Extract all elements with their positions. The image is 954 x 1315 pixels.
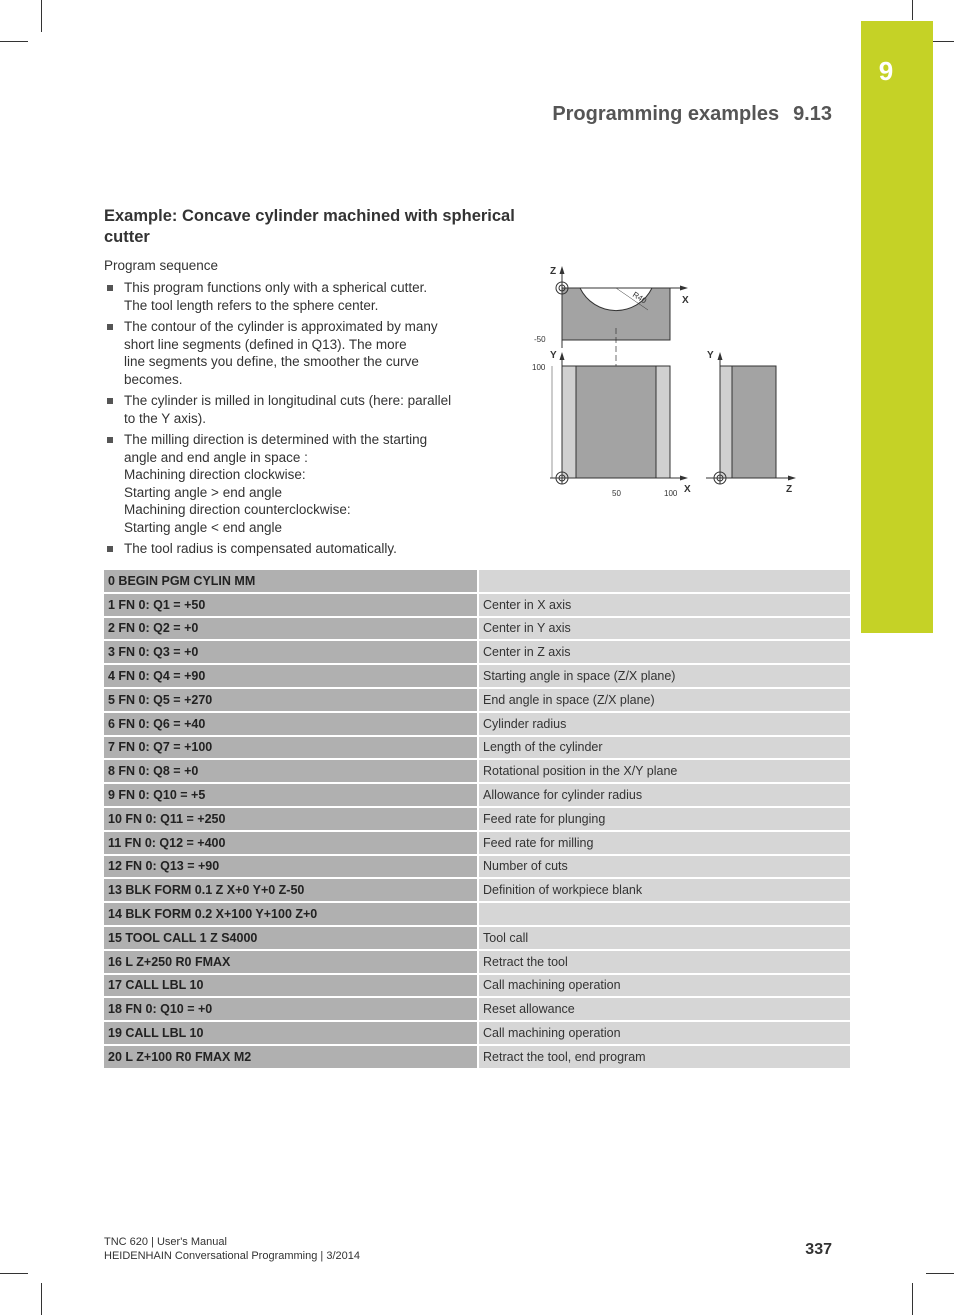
program-description-cell: Feed rate for plunging bbox=[477, 808, 850, 832]
table-row bbox=[104, 689, 850, 713]
bullet-line: Starting angle > end angle bbox=[124, 484, 282, 500]
bullet-line: The tool length refers to the sphere center. bbox=[124, 297, 379, 313]
program-code-cell: 11 FN 0: Q12 = +400 bbox=[104, 832, 477, 856]
program-code-cell: 14 BLK FORM 0.2 X+100 Y+100 Z+0 bbox=[104, 903, 477, 927]
program-description-cell: Number of cuts bbox=[477, 856, 850, 880]
side-view-strip bbox=[720, 366, 732, 478]
crop-mark bbox=[912, 1283, 913, 1315]
intro-text: Program sequence bbox=[104, 258, 219, 273]
program-code-cell: 3 FN 0: Q3 = +0 bbox=[104, 641, 477, 665]
program-code-cell: 13 BLK FORM 0.1 Z X+0 Y+0 Z-50 bbox=[104, 879, 477, 903]
program-code-cell: 4 FN 0: Q4 = +90 bbox=[104, 665, 477, 689]
program-code-cell: 19 CALL LBL 10 bbox=[104, 1022, 477, 1046]
depth-label: -50 bbox=[534, 335, 546, 344]
bullet-line: Machining direction clockwise: bbox=[124, 467, 306, 482]
program-code-cell: 15 TOOL CALL 1 Z S4000 bbox=[104, 927, 477, 951]
program-description-cell: Starting angle in space (Z/X plane) bbox=[477, 665, 850, 689]
program-description-cell: Retract the tool bbox=[477, 951, 850, 975]
footer bbox=[104, 1235, 360, 1263]
bullet-line: to the Y axis). bbox=[124, 410, 207, 426]
chapter-tab bbox=[861, 21, 933, 633]
running-header bbox=[552, 103, 832, 126]
bullet-item bbox=[104, 318, 484, 388]
table-row bbox=[104, 808, 850, 832]
bullet-line: Starting angle < end angle bbox=[124, 519, 282, 535]
program-code-cell: 6 FN 0: Q6 = +40 bbox=[104, 713, 477, 737]
x-axis-arrow-front bbox=[680, 476, 688, 481]
y-tick-100: 100 bbox=[532, 363, 546, 372]
program-description-cell: Call machining operation bbox=[477, 975, 850, 999]
program-description-cell: Cylinder radius bbox=[477, 713, 850, 737]
front-view-strip-left bbox=[562, 366, 576, 478]
bullet-line: The tool radius is compensated automatically. bbox=[124, 541, 397, 556]
crop-mark bbox=[41, 0, 42, 32]
program-description-cell bbox=[477, 570, 850, 594]
table-row bbox=[104, 737, 850, 761]
footer-line-2: HEIDENHAIN Conversational Programming | 3/2014 bbox=[104, 1250, 360, 1262]
bullet-line: This program functions only with a spherical cutter. bbox=[124, 280, 428, 295]
program-description-cell: Length of the cylinder bbox=[477, 737, 850, 761]
program-description-cell: Reset allowance bbox=[477, 998, 850, 1022]
program-code-cell: 9 FN 0: Q10 = +5 bbox=[104, 784, 477, 808]
table-row bbox=[104, 856, 850, 880]
x-tick-50: 50 bbox=[612, 489, 621, 498]
program-description-cell: Retract the tool, end program bbox=[477, 1046, 850, 1070]
side-z-label: Z bbox=[786, 484, 793, 495]
header-title: Programming examples bbox=[552, 103, 780, 125]
header-section: 9.13 bbox=[793, 103, 832, 125]
y-axis-arrow-front bbox=[560, 352, 565, 360]
program-code-cell: 17 CALL LBL 10 bbox=[104, 975, 477, 999]
bullet-item bbox=[104, 279, 484, 314]
table-row bbox=[104, 760, 850, 784]
table-row bbox=[104, 1046, 850, 1070]
bullet-line: The milling direction is determined with the starting bbox=[124, 432, 428, 447]
front-y-label: Y bbox=[550, 350, 557, 361]
program-table bbox=[104, 570, 850, 1070]
program-description-cell bbox=[477, 903, 850, 927]
bullet-line: line segments you define, the smoother the curve bbox=[124, 354, 419, 369]
bullet-line: Machining direction counterclockwise: bbox=[124, 502, 351, 517]
program-code-cell: 7 FN 0: Q7 = +100 bbox=[104, 737, 477, 761]
bullet-item bbox=[104, 431, 484, 536]
table-row bbox=[104, 618, 850, 642]
program-description-cell: Call machining operation bbox=[477, 1022, 850, 1046]
x-tick-100: 100 bbox=[664, 489, 678, 498]
program-description-cell: Feed rate for milling bbox=[477, 832, 850, 856]
table-row bbox=[104, 998, 850, 1022]
program-code-cell: 12 FN 0: Q13 = +90 bbox=[104, 856, 477, 880]
table-row bbox=[104, 594, 850, 618]
crop-mark bbox=[0, 41, 28, 42]
program-code-cell: 16 L Z+250 R0 FMAX bbox=[104, 951, 477, 975]
z-axis-arrow-side bbox=[788, 476, 796, 481]
page-number: 337 bbox=[805, 1241, 832, 1258]
program-description-cell: Center in Y axis bbox=[477, 618, 850, 642]
crop-mark bbox=[912, 0, 913, 20]
program-description-cell: End angle in space (Z/X plane) bbox=[477, 689, 850, 713]
table-row bbox=[104, 784, 850, 808]
program-code-cell: 2 FN 0: Q2 = +0 bbox=[104, 618, 477, 642]
table-row bbox=[104, 665, 850, 689]
y-axis-arrow-side bbox=[718, 352, 723, 360]
footer-line-1: TNC 620 | User's Manual bbox=[104, 1236, 227, 1248]
cylinder-diagram bbox=[530, 258, 820, 508]
chapter-number: 9 bbox=[878, 56, 894, 86]
program-code-cell: 0 BEGIN PGM CYLIN MM bbox=[104, 570, 477, 594]
table-row bbox=[104, 975, 850, 999]
radius-label: R40 bbox=[630, 290, 649, 306]
table-row bbox=[104, 570, 850, 594]
front-x-label: X bbox=[684, 484, 691, 495]
program-code-cell: 1 FN 0: Q1 = +50 bbox=[104, 594, 477, 618]
bullet-line: The contour of the cylinder is approximated by many bbox=[124, 319, 438, 334]
crop-mark bbox=[41, 1283, 42, 1315]
bullet-item bbox=[104, 540, 484, 558]
top-x-label: X bbox=[682, 295, 689, 306]
bullet-line: angle and end angle in space : bbox=[124, 449, 308, 465]
x-axis-arrow-top bbox=[680, 286, 688, 291]
program-description-cell: Center in Z axis bbox=[477, 641, 850, 665]
top-z-label: Z bbox=[550, 266, 557, 277]
program-description-cell: Center in X axis bbox=[477, 594, 850, 618]
table-row bbox=[104, 832, 850, 856]
bullet-line: The cylinder is milled in longitudinal cuts (here: parallel bbox=[124, 393, 452, 408]
bullet-list bbox=[104, 279, 484, 562]
program-description-cell: Allowance for cylinder radius bbox=[477, 784, 850, 808]
side-y-label: Y bbox=[707, 350, 714, 361]
table-row bbox=[104, 641, 850, 665]
table-row bbox=[104, 1022, 850, 1046]
program-code-cell: 10 FN 0: Q11 = +250 bbox=[104, 808, 477, 832]
bullet-item bbox=[104, 392, 484, 427]
crop-mark bbox=[0, 1273, 28, 1274]
table-row bbox=[104, 927, 850, 951]
table-row bbox=[104, 713, 850, 737]
program-description-cell: Definition of workpiece blank bbox=[477, 879, 850, 903]
bullet-line: short line segments (defined in Q13). The more bbox=[124, 336, 407, 352]
program-description-cell: Rotational position in the X/Y plane bbox=[477, 760, 850, 784]
crop-mark bbox=[926, 1273, 954, 1274]
front-view-block bbox=[562, 366, 670, 478]
z-axis-arrow bbox=[560, 266, 565, 274]
program-code-cell: 20 L Z+100 R0 FMAX M2 bbox=[104, 1046, 477, 1070]
table-row bbox=[104, 903, 850, 927]
program-code-cell: 18 FN 0: Q10 = +0 bbox=[104, 998, 477, 1022]
program-description-cell: Tool call bbox=[477, 927, 850, 951]
bullet-line: becomes. bbox=[124, 371, 183, 387]
front-view-strip-right bbox=[656, 366, 670, 478]
program-code-cell: 5 FN 0: Q5 = +270 bbox=[104, 689, 477, 713]
section-title: Example: Concave cylinder machined with spherical cutter bbox=[104, 207, 515, 246]
program-code-cell: 8 FN 0: Q8 = +0 bbox=[104, 760, 477, 784]
table-row bbox=[104, 879, 850, 903]
table-row bbox=[104, 951, 850, 975]
